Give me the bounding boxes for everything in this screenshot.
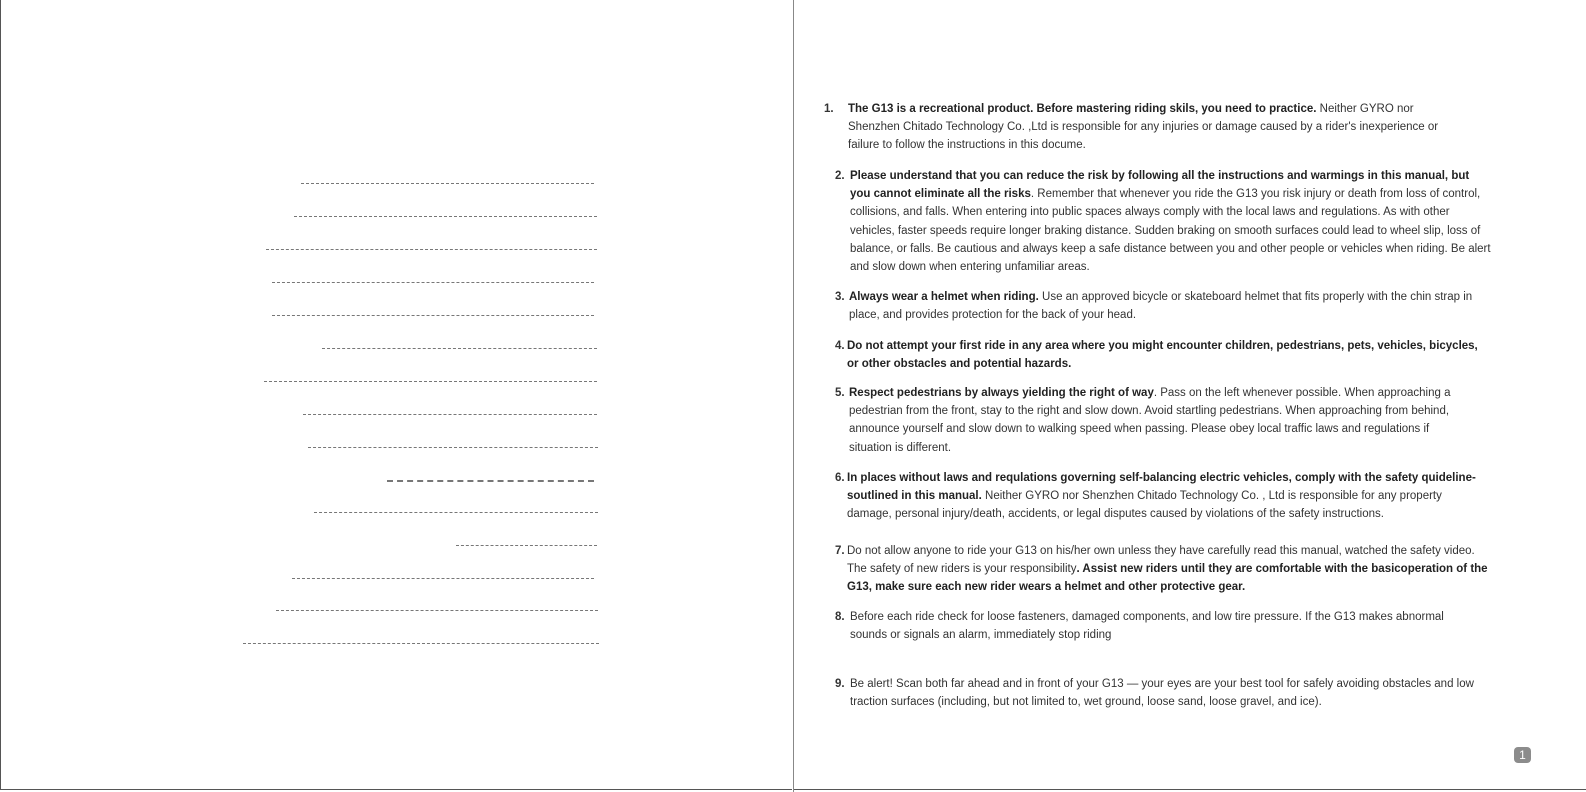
item-number: 3.: [835, 291, 845, 303]
toc-leader-line: [264, 381, 597, 382]
safety-item-3: [835, 288, 1491, 324]
toc-leader-line: [308, 447, 598, 448]
item-number: 2.: [835, 170, 845, 182]
item-number: 7.: [835, 545, 845, 557]
item-bold-text: . Assist new riders until they are comfortable with the basicoperation of the G13, make sure each new rider wears a helmet and other protective gear.: [847, 563, 1488, 594]
item-text: Neither GYRO nor Shenzhen Chitado Technology Co. ,Ltd is responsible for any injuries or damage caused by a rider's inexperience or failure to follow the instructions in this docume.: [848, 103, 1439, 152]
item-text: . Pass on the left whenever possible. When approaching a pedestrian from the front, stay to the right and slow down. Avoid startling pedestrians. When approaching from behind, announce yourself and slow down to walking speed when passing. Please obey local traffic laws and regulations if situation is different.: [849, 387, 1451, 454]
item-text: Use an approved bicycle or skateboard helmet that fits properly with the chin strap in place, and provides protection for the back of your head.: [849, 291, 1473, 322]
toc-leader-line: [266, 249, 597, 250]
item-bold-text: Do not attempt your first ride in any area where you might encounter children, pedestrians, pets, vehicles, bicycles, or other obstacles and potential hazards.: [847, 340, 1478, 371]
item-text: Do not allow anyone to ride your G13 on his/her own unless they have carefully read this manual, watched the safety video. The safety of new riders is your responsibility: [847, 545, 1475, 576]
item-number: 9.: [835, 678, 845, 690]
safety-item-5: [835, 384, 1469, 457]
toc-leader-line: [301, 183, 594, 184]
safety-item-9: [835, 675, 1482, 711]
item-bold-text: In places without laws and requlations governing self-balancing electric vehicles, comply with the safety quideline-soutlined in this manual.: [847, 472, 1476, 503]
toc-leader-line: [314, 512, 598, 513]
toc-leader-line: [456, 545, 597, 546]
toc-leader-line: [272, 315, 594, 316]
toc-leader-line: [243, 643, 599, 644]
item-number: 4.: [835, 340, 845, 352]
safety-item-2: [835, 167, 1492, 276]
item-number: 1.: [824, 103, 834, 115]
toc-leader-line: [276, 610, 598, 611]
item-bold-text: The G13 is a recreational product. Before mastering riding skils, you need to practice.: [848, 103, 1317, 115]
toc-leader-line: [387, 480, 594, 482]
item-bold-text: Respect pedestrians by always yielding the right of way: [849, 387, 1154, 399]
item-text: Neither GYRO nor Shenzhen Chitado Technology Co. , Ltd is responsible for any property damage, personal injury/death, accidents, or legal disputes caused by violations of the safety instructions.: [847, 490, 1442, 521]
safety-item-6: [835, 469, 1487, 524]
safety-item-4: [835, 337, 1489, 373]
safety-item-1: [824, 100, 1458, 155]
item-number: 8.: [835, 611, 845, 623]
safety-item-8: [835, 608, 1470, 644]
item-text: Before each ride check for loose fasteners, damaged components, and low tire pressure. If the G13 makes abnormal sounds or signals an alarm, immediately stop riding: [850, 611, 1444, 642]
toc-leader-line: [294, 216, 597, 217]
item-text: . Remember that whenever you ride the G13 you risk injury or death from loss of control, collisions, and falls. When entering into public spaces always comply with the local laws and regulations. As with other vehicles, faster speeds require longer braking distance. Sudden braking on smooth surfaces could lead to wheel slip, loss of balance, or falls. Be cautious and always keep a safe distance between you and other people or vehicles when riding. Be alert and slow down when entering unfamiliar areas.: [850, 188, 1491, 274]
item-number: 5.: [835, 387, 845, 399]
toc-leader-line: [303, 414, 597, 415]
item-text: Be alert! Scan both far ahead and in front of your G13 — your eyes are your best tool for safely avoiding obstacles and low traction surfaces (including, but not limited to, wet ground, loose sand, loose gravel, and ice).: [850, 678, 1474, 709]
item-bold-text: Please understand that you can reduce the risk by following all the instructions and warmings in this manual, but you cannot eliminate all the risks: [850, 170, 1470, 201]
toc-leader-line: [322, 348, 597, 349]
toc-leader-line: [272, 282, 594, 283]
safety-item-7: [835, 542, 1495, 597]
item-bold-text: Always wear a helmet when riding.: [849, 291, 1039, 303]
left-page: [0, 0, 792, 790]
toc-leader-line: [292, 578, 594, 579]
page-number-badge: 1: [1514, 747, 1531, 763]
item-number: 6.: [835, 472, 845, 484]
